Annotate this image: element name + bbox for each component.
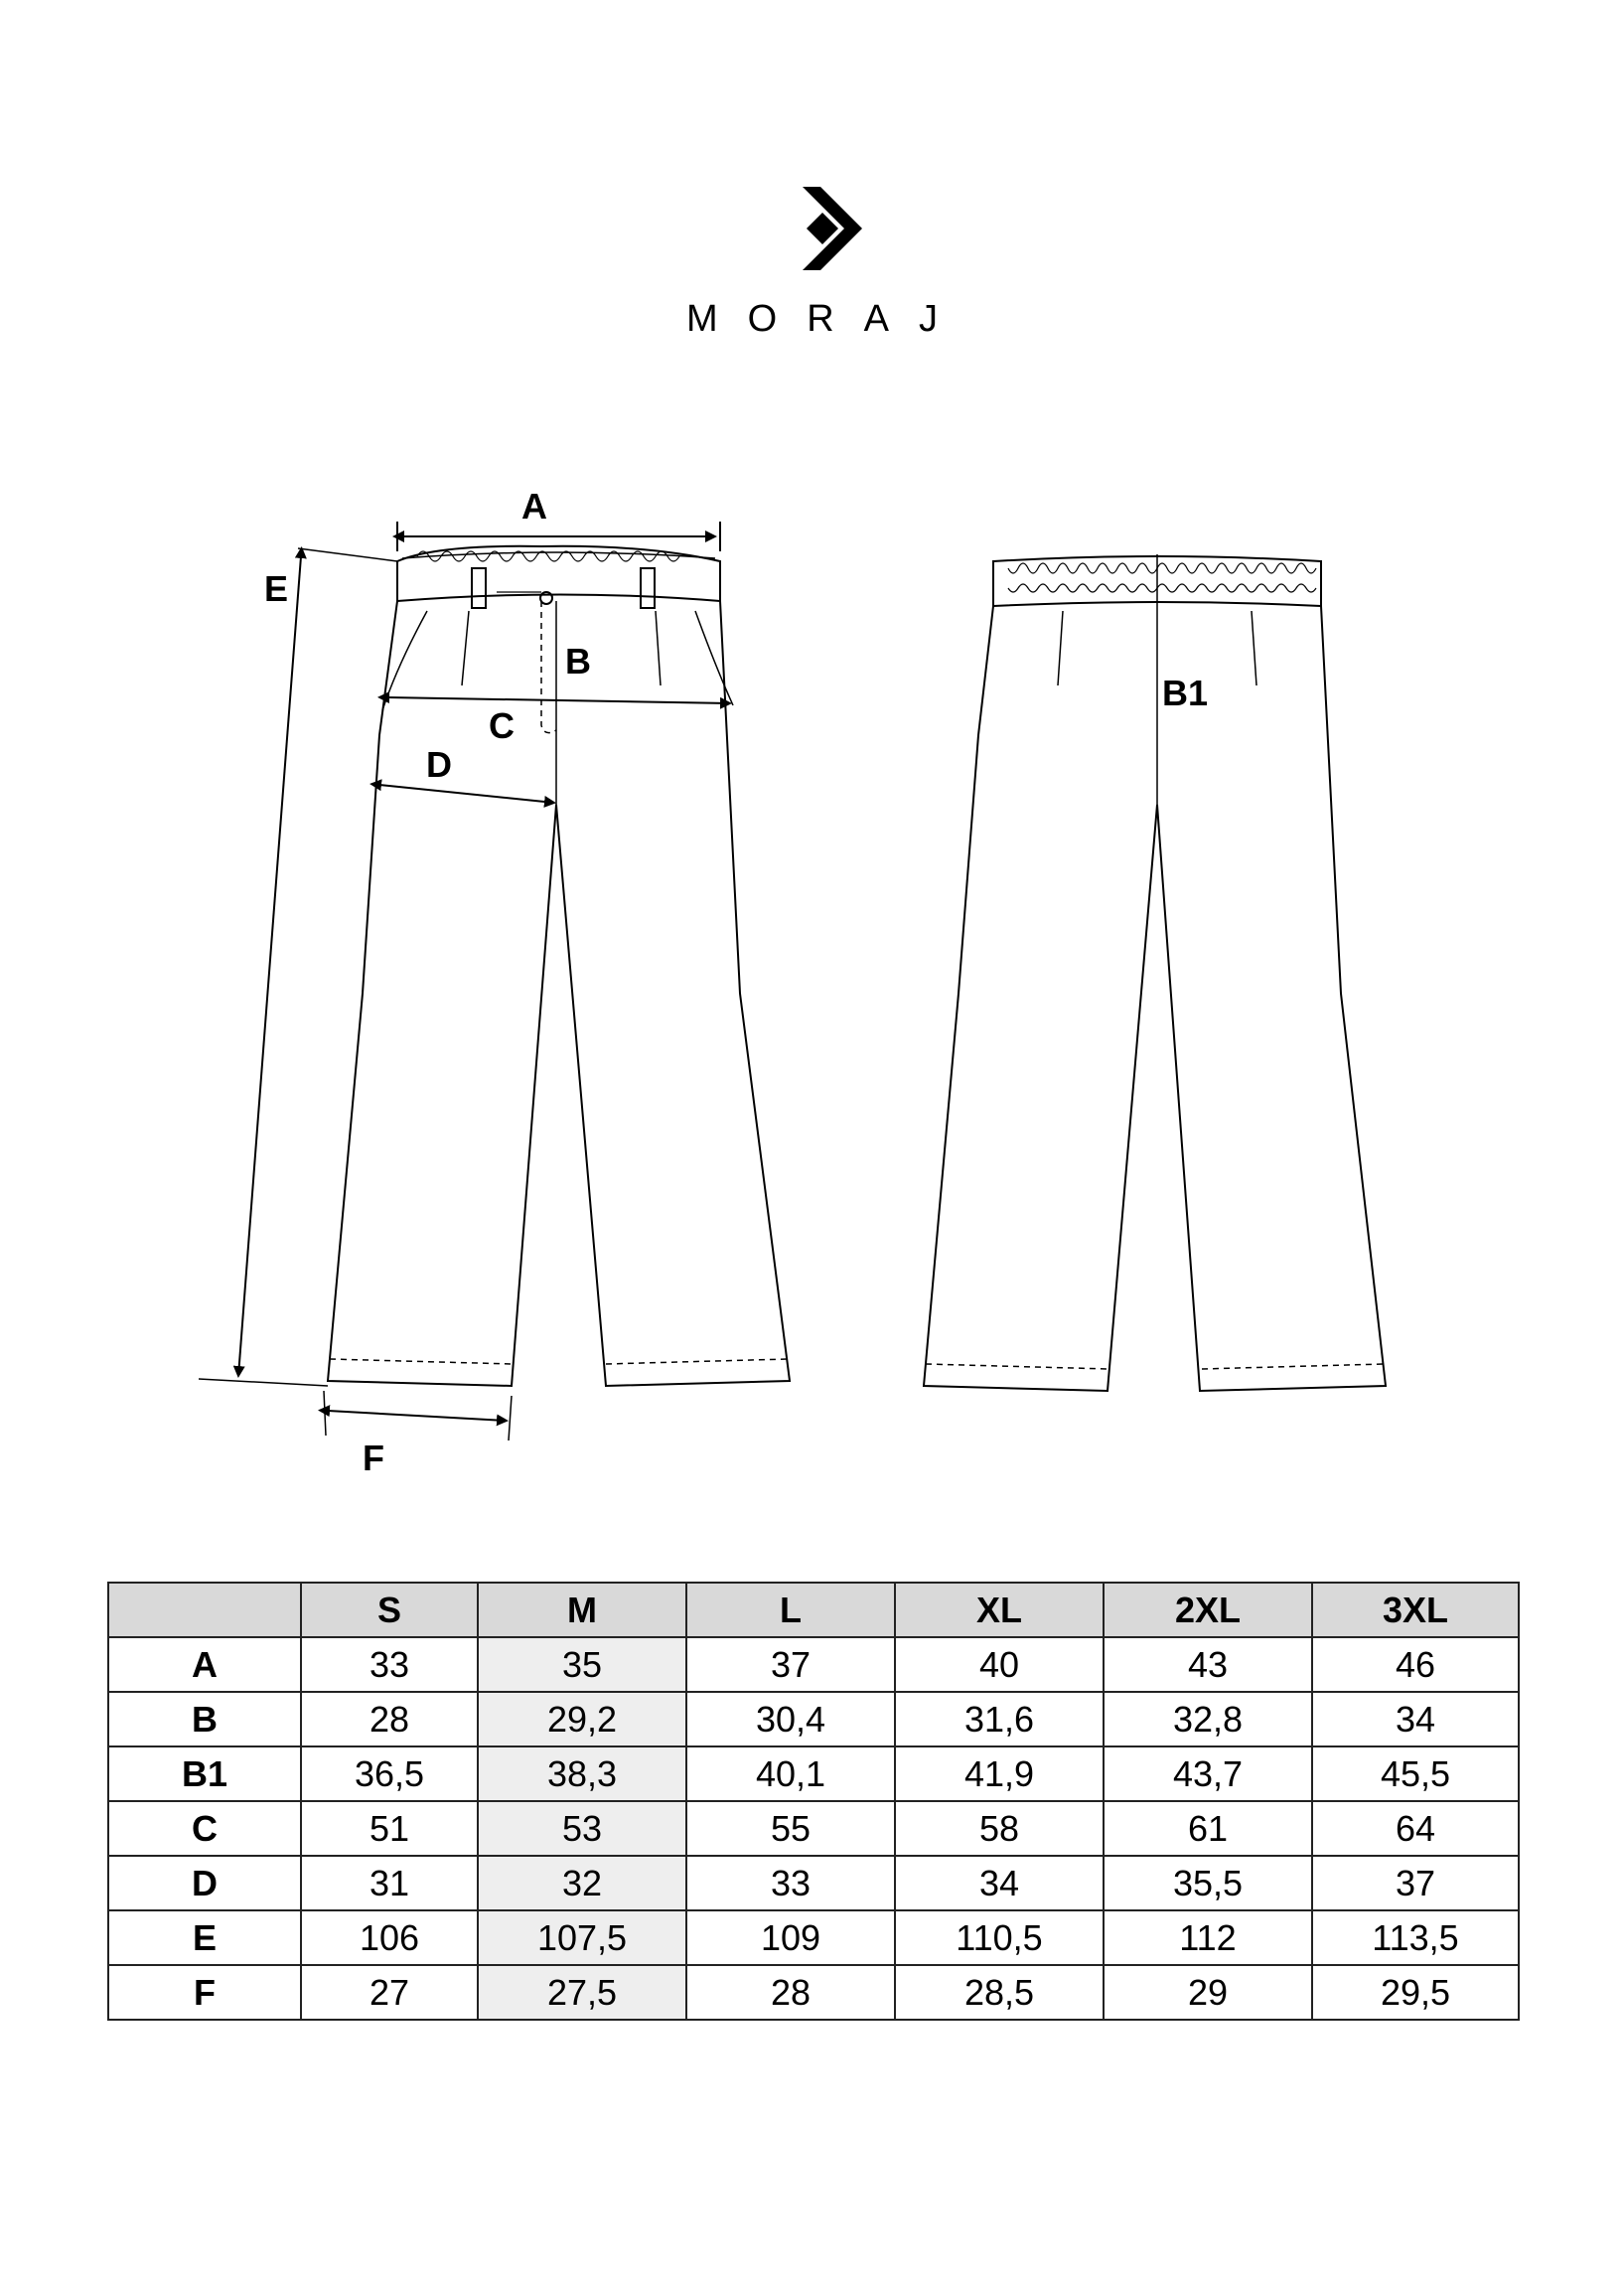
table-cell: 107,5 bbox=[478, 1910, 686, 1965]
table-cell: 31,6 bbox=[895, 1692, 1104, 1746]
table-cell: 32,8 bbox=[1104, 1692, 1312, 1746]
table-cell: 28,5 bbox=[895, 1965, 1104, 2020]
table-cell: 41,9 bbox=[895, 1746, 1104, 1801]
trousers-drawing bbox=[0, 477, 1624, 1490]
table-cell: 109 bbox=[686, 1910, 895, 1965]
label-d: D bbox=[426, 744, 452, 785]
table-cell: 31 bbox=[301, 1856, 478, 1910]
table-cell: 113,5 bbox=[1312, 1910, 1519, 1965]
table-cell: 40 bbox=[895, 1637, 1104, 1692]
table-row bbox=[108, 1637, 1519, 1692]
table-cell: 29,2 bbox=[478, 1692, 686, 1746]
table-cell: 32 bbox=[478, 1856, 686, 1910]
table-cell: 37 bbox=[1312, 1856, 1519, 1910]
table-cell: 64 bbox=[1312, 1801, 1519, 1856]
table-cell: 43,7 bbox=[1104, 1746, 1312, 1801]
table-row bbox=[108, 1801, 1519, 1856]
table-header-row bbox=[108, 1583, 1519, 1637]
table-row bbox=[108, 1746, 1519, 1801]
table-cell: 27,5 bbox=[478, 1965, 686, 2020]
label-f: F bbox=[363, 1438, 384, 1478]
brand-name: MORAJ bbox=[686, 298, 967, 340]
row-label: F bbox=[108, 1965, 301, 2020]
front-view bbox=[328, 546, 790, 1386]
size-header: XL bbox=[895, 1583, 1104, 1637]
table-cell: 33 bbox=[301, 1637, 478, 1692]
table-cell: 27 bbox=[301, 1965, 478, 2020]
table-row bbox=[108, 1856, 1519, 1910]
table-row bbox=[108, 1965, 1519, 2020]
label-e: E bbox=[263, 568, 289, 609]
table-cell: 43 bbox=[1104, 1637, 1312, 1692]
table-cell: 29 bbox=[1104, 1965, 1312, 2020]
table-cell: 35 bbox=[478, 1637, 686, 1692]
table-cell: 35,5 bbox=[1104, 1856, 1312, 1910]
table-cell: 61 bbox=[1104, 1801, 1312, 1856]
table-row bbox=[108, 1692, 1519, 1746]
table-cell: 34 bbox=[895, 1856, 1104, 1910]
table-cell: 112 bbox=[1104, 1910, 1312, 1965]
label-a: A bbox=[521, 486, 547, 527]
table-cell: 30,4 bbox=[686, 1692, 895, 1746]
label-c: C bbox=[489, 705, 515, 746]
table-cell: 40,1 bbox=[686, 1746, 895, 1801]
table-cell: 37 bbox=[686, 1637, 895, 1692]
size-header: L bbox=[686, 1583, 895, 1637]
row-label: B bbox=[108, 1692, 301, 1746]
size-header: 2XL bbox=[1104, 1583, 1312, 1637]
back-view bbox=[924, 554, 1386, 1391]
table-cell: 53 bbox=[478, 1801, 686, 1856]
label-b1: B1 bbox=[1161, 673, 1209, 713]
row-label: D bbox=[108, 1856, 301, 1910]
table-cell: 36,5 bbox=[301, 1746, 478, 1801]
table-cell: 28 bbox=[301, 1692, 478, 1746]
table-cell: 38,3 bbox=[478, 1746, 686, 1801]
table-cell: 33 bbox=[686, 1856, 895, 1910]
table-cell: 55 bbox=[686, 1801, 895, 1856]
row-label: C bbox=[108, 1801, 301, 1856]
table-cell: 45,5 bbox=[1312, 1746, 1519, 1801]
table-cell: 29,5 bbox=[1312, 1965, 1519, 2020]
row-label: E bbox=[108, 1910, 301, 1965]
table-cell: 51 bbox=[301, 1801, 478, 1856]
row-label: A bbox=[108, 1637, 301, 1692]
table-corner-cell bbox=[108, 1583, 301, 1637]
size-chart-table bbox=[107, 1582, 1520, 2021]
table-cell: 58 bbox=[895, 1801, 1104, 1856]
size-header: M bbox=[478, 1583, 686, 1637]
table-cell: 46 bbox=[1312, 1637, 1519, 1692]
row-label: B1 bbox=[108, 1746, 301, 1801]
table-cell: 106 bbox=[301, 1910, 478, 1965]
trousers-diagram bbox=[0, 477, 1624, 1490]
label-b: B bbox=[565, 641, 591, 682]
table-cell: 34 bbox=[1312, 1692, 1519, 1746]
size-header: 3XL bbox=[1312, 1583, 1519, 1637]
table-cell: 110,5 bbox=[895, 1910, 1104, 1965]
brand-logo-icon bbox=[785, 179, 884, 278]
table-cell: 28 bbox=[686, 1965, 895, 2020]
table-row bbox=[108, 1910, 1519, 1965]
size-header: S bbox=[301, 1583, 478, 1637]
